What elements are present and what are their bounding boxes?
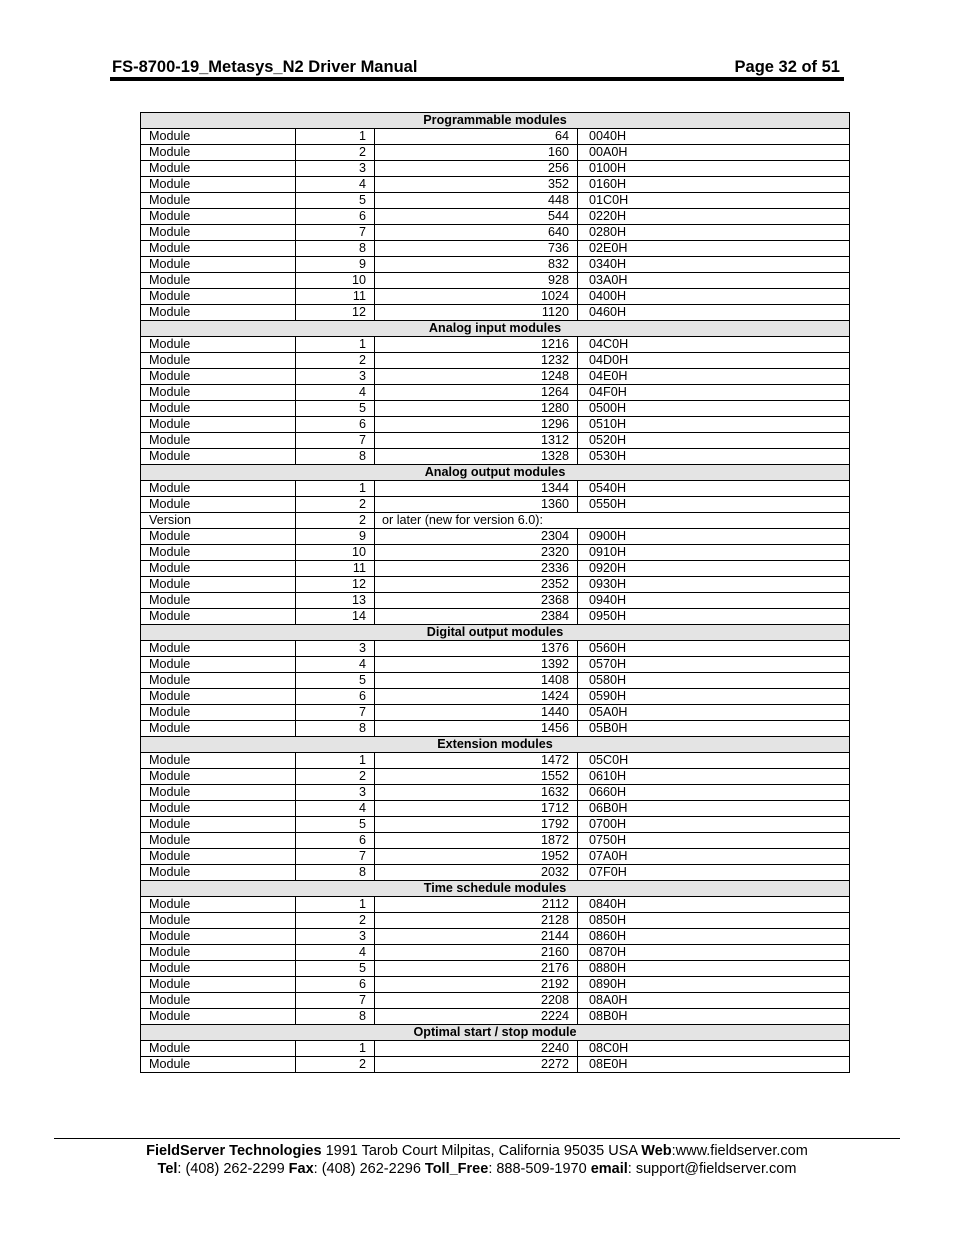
- cell-address-decimal: 2336: [375, 561, 578, 577]
- cell-number: 4: [296, 945, 375, 961]
- cell-address-hex: 0510H: [578, 417, 850, 433]
- footer-tel-value: : (408) 262-2299: [177, 1161, 289, 1177]
- cell-address-hex: 0580H: [578, 673, 850, 689]
- cell-address-decimal: 1216: [375, 337, 578, 353]
- cell-type: Module: [141, 145, 296, 161]
- cell-type: Version: [141, 513, 296, 529]
- cell-address-decimal: 2160: [375, 945, 578, 961]
- cell-address-decimal: 2320: [375, 545, 578, 561]
- table-row: [141, 561, 850, 577]
- cell-address-hex: 04E0H: [578, 369, 850, 385]
- cell-number: 4: [296, 177, 375, 193]
- cell-address-hex: 0930H: [578, 577, 850, 593]
- table-row: [141, 609, 850, 625]
- table-row: [141, 833, 850, 849]
- cell-type: Module: [141, 657, 296, 673]
- cell-address-decimal: 2032: [375, 865, 578, 881]
- cell-type: Module: [141, 529, 296, 545]
- cell-address-decimal: 2240: [375, 1041, 578, 1057]
- cell-address-hex: 0570H: [578, 657, 850, 673]
- cell-address-hex: 0700H: [578, 817, 850, 833]
- cell-address-hex: 00A0H: [578, 145, 850, 161]
- cell-number: 5: [296, 193, 375, 209]
- cell-address-decimal: 2112: [375, 897, 578, 913]
- footer-fax-label: Fax: [288, 1161, 314, 1177]
- cell-type: Module: [141, 673, 296, 689]
- cell-address-decimal: 1952: [375, 849, 578, 865]
- cell-address-decimal: 1120: [375, 305, 578, 321]
- cell-address-hex: 0900H: [578, 529, 850, 545]
- page-header: [110, 56, 844, 78]
- cell-number: 8: [296, 1009, 375, 1025]
- cell-type: Module: [141, 353, 296, 369]
- cell-address-decimal: 448: [375, 193, 578, 209]
- cell-address-hex: 08C0H: [578, 1041, 850, 1057]
- table-row: [141, 257, 850, 273]
- table-row: [141, 145, 850, 161]
- cell-type: Module: [141, 273, 296, 289]
- cell-number: 5: [296, 673, 375, 689]
- cell-number: 8: [296, 241, 375, 257]
- cell-number: 2: [296, 145, 375, 161]
- footer-tollfree-label: Toll_Free: [424, 1161, 489, 1177]
- table-row: [141, 721, 850, 737]
- cell-address-hex: 0160H: [578, 177, 850, 193]
- cell-number: 1: [296, 1041, 375, 1057]
- table-row: [141, 161, 850, 177]
- section-header-row: [141, 1025, 850, 1041]
- cell-address-decimal: 1440: [375, 705, 578, 721]
- cell-type: Module: [141, 481, 296, 497]
- cell-address-hex: 0880H: [578, 961, 850, 977]
- cell-number: 7: [296, 433, 375, 449]
- cell-number: 5: [296, 401, 375, 417]
- cell-address-hex: 0100H: [578, 161, 850, 177]
- cell-address-decimal: 1344: [375, 481, 578, 497]
- cell-number: 9: [296, 257, 375, 273]
- cell-address-decimal: 1328: [375, 449, 578, 465]
- cell-address-hex: 0540H: [578, 481, 850, 497]
- cell-number: 7: [296, 993, 375, 1009]
- section-header-row: [141, 881, 850, 897]
- cell-number: 5: [296, 961, 375, 977]
- cell-type: Module: [141, 849, 296, 865]
- cell-address-hex: 0220H: [578, 209, 850, 225]
- cell-type: Module: [141, 577, 296, 593]
- footer-address: 1991 Tarob Court Milpitas, California 95035 USA: [321, 1143, 642, 1159]
- cell-address-hex: 0280H: [578, 225, 850, 241]
- cell-address-decimal: 2192: [375, 977, 578, 993]
- table-row: [141, 577, 850, 593]
- cell-address-decimal: 2176: [375, 961, 578, 977]
- cell-address-decimal: 1424: [375, 689, 578, 705]
- cell-address-hex: 0550H: [578, 497, 850, 513]
- cell-type: Module: [141, 561, 296, 577]
- cell-type: Module: [141, 497, 296, 513]
- cell-type: Module: [141, 801, 296, 817]
- cell-address-decimal: 544: [375, 209, 578, 225]
- cell-type: Module: [141, 705, 296, 721]
- cell-type: Module: [141, 241, 296, 257]
- cell-number: 1: [296, 897, 375, 913]
- table-row: [141, 897, 850, 913]
- cell-address-hex: 04D0H: [578, 353, 850, 369]
- cell-number: 2: [296, 513, 375, 529]
- cell-address-hex: 0950H: [578, 609, 850, 625]
- cell-number: 5: [296, 817, 375, 833]
- cell-number: 4: [296, 801, 375, 817]
- header-rule: [110, 77, 844, 81]
- cell-address-hex: 0660H: [578, 785, 850, 801]
- cell-number: 2: [296, 769, 375, 785]
- table-row: [141, 193, 850, 209]
- cell-address-hex: 0460H: [578, 305, 850, 321]
- cell-address-hex: 0520H: [578, 433, 850, 449]
- module-address-table: [140, 112, 850, 1073]
- cell-address-decimal: 2304: [375, 529, 578, 545]
- cell-address-hex: 0530H: [578, 449, 850, 465]
- cell-address-hex: 04F0H: [578, 385, 850, 401]
- cell-address-decimal: 1712: [375, 801, 578, 817]
- cell-number: 10: [296, 273, 375, 289]
- cell-number: 2: [296, 1057, 375, 1073]
- table-row: [141, 273, 850, 289]
- cell-address-hex: 06B0H: [578, 801, 850, 817]
- footer-line-2: [54, 1160, 900, 1178]
- cell-address-hex: 05B0H: [578, 721, 850, 737]
- cell-number: 3: [296, 161, 375, 177]
- cell-address-decimal: 2224: [375, 1009, 578, 1025]
- cell-type: Module: [141, 961, 296, 977]
- table-row: [141, 385, 850, 401]
- cell-address-decimal: 2144: [375, 929, 578, 945]
- table-body: [141, 113, 850, 1073]
- cell-type: Module: [141, 193, 296, 209]
- footer-web-label: Web: [641, 1143, 672, 1159]
- table-row: [141, 177, 850, 193]
- cell-number: 12: [296, 577, 375, 593]
- cell-type: Module: [141, 129, 296, 145]
- cell-number: 1: [296, 481, 375, 497]
- table-row: [141, 945, 850, 961]
- cell-address-decimal: 64: [375, 129, 578, 145]
- document-title: FS-8700-19_Metasys_N2 Driver Manual: [112, 58, 418, 76]
- cell-number: 4: [296, 657, 375, 673]
- cell-address-hex: 07F0H: [578, 865, 850, 881]
- cell-address-decimal: 1360: [375, 497, 578, 513]
- table-row: [141, 769, 850, 785]
- cell-type: Module: [141, 289, 296, 305]
- cell-address-decimal: 640: [375, 225, 578, 241]
- cell-address-decimal: 1024: [375, 289, 578, 305]
- cell-number: 1: [296, 753, 375, 769]
- cell-address-decimal: 1456: [375, 721, 578, 737]
- table-row: [141, 785, 850, 801]
- cell-note: or later (new for version 6.0):: [375, 513, 850, 529]
- cell-type: Module: [141, 753, 296, 769]
- footer-rule: [54, 1138, 900, 1139]
- cell-address-hex: 03A0H: [578, 273, 850, 289]
- table-row: [141, 593, 850, 609]
- section-header-row: [141, 465, 850, 481]
- cell-number: 3: [296, 641, 375, 657]
- cell-address-decimal: 1376: [375, 641, 578, 657]
- section-title: Optimal start / stop module: [141, 1025, 850, 1041]
- cell-number: 12: [296, 305, 375, 321]
- table-row: [141, 977, 850, 993]
- cell-type: Module: [141, 817, 296, 833]
- cell-number: 1: [296, 337, 375, 353]
- table-row: [141, 433, 850, 449]
- cell-type: Module: [141, 337, 296, 353]
- cell-type: Module: [141, 1041, 296, 1057]
- cell-type: Module: [141, 1009, 296, 1025]
- footer-fax-value: : (408) 262-2296: [313, 1161, 425, 1177]
- section-header-row: [141, 625, 850, 641]
- footer-web-value: :www.fieldserver.com: [671, 1143, 808, 1159]
- cell-address-hex: 0400H: [578, 289, 850, 305]
- table-row: [141, 801, 850, 817]
- cell-number: 8: [296, 865, 375, 881]
- table-row: [141, 929, 850, 945]
- cell-address-decimal: 1632: [375, 785, 578, 801]
- table-row: [141, 753, 850, 769]
- cell-address-hex: 0610H: [578, 769, 850, 785]
- cell-number: 4: [296, 385, 375, 401]
- cell-type: Module: [141, 401, 296, 417]
- cell-address-decimal: 1472: [375, 753, 578, 769]
- cell-type: Module: [141, 449, 296, 465]
- table-row: [141, 817, 850, 833]
- cell-address-hex: 0910H: [578, 545, 850, 561]
- table-row: [141, 209, 850, 225]
- cell-number: 3: [296, 369, 375, 385]
- table-row: [141, 369, 850, 385]
- cell-address-hex: 0860H: [578, 929, 850, 945]
- cell-type: Module: [141, 721, 296, 737]
- section-header-row: [141, 113, 850, 129]
- cell-number: 13: [296, 593, 375, 609]
- cell-type: Module: [141, 385, 296, 401]
- cell-type: Module: [141, 545, 296, 561]
- footer-company: FieldServer Technologies: [146, 1143, 322, 1159]
- table-row: [141, 353, 850, 369]
- cell-number: 7: [296, 849, 375, 865]
- cell-address-decimal: 1264: [375, 385, 578, 401]
- cell-type: Module: [141, 897, 296, 913]
- cell-number: 3: [296, 929, 375, 945]
- cell-type: Module: [141, 977, 296, 993]
- cell-type: Module: [141, 225, 296, 241]
- table-row: [141, 993, 850, 1009]
- cell-type: Module: [141, 769, 296, 785]
- cell-address-hex: 08A0H: [578, 993, 850, 1009]
- cell-address-hex: 08E0H: [578, 1057, 850, 1073]
- table-row: [141, 241, 850, 257]
- cell-address-hex: 0870H: [578, 945, 850, 961]
- cell-address-decimal: 2368: [375, 593, 578, 609]
- cell-type: Module: [141, 785, 296, 801]
- cell-address-decimal: 1552: [375, 769, 578, 785]
- cell-type: Module: [141, 689, 296, 705]
- cell-number: 1: [296, 129, 375, 145]
- cell-address-decimal: 1232: [375, 353, 578, 369]
- cell-address-hex: 0890H: [578, 977, 850, 993]
- cell-type: Module: [141, 993, 296, 1009]
- cell-type: Module: [141, 865, 296, 881]
- cell-address-decimal: 928: [375, 273, 578, 289]
- cell-address-decimal: 832: [375, 257, 578, 273]
- cell-number: 7: [296, 225, 375, 241]
- cell-address-hex: 08B0H: [578, 1009, 850, 1025]
- table-row: [141, 337, 850, 353]
- table-row: [141, 529, 850, 545]
- cell-number: 6: [296, 977, 375, 993]
- cell-type: Module: [141, 257, 296, 273]
- cell-type: Module: [141, 209, 296, 225]
- cell-address-decimal: 2384: [375, 609, 578, 625]
- cell-address-hex: 0560H: [578, 641, 850, 657]
- section-title: Time schedule modules: [141, 881, 850, 897]
- cell-type: Module: [141, 641, 296, 657]
- cell-address-hex: 0850H: [578, 913, 850, 929]
- table-row: [141, 865, 850, 881]
- cell-address-decimal: 256: [375, 161, 578, 177]
- table-row: [141, 1009, 850, 1025]
- table-row: [141, 449, 850, 465]
- cell-number: 6: [296, 209, 375, 225]
- cell-address-hex: 0590H: [578, 689, 850, 705]
- cell-address-decimal: 1872: [375, 833, 578, 849]
- table-row: [141, 913, 850, 929]
- cell-number: 9: [296, 529, 375, 545]
- cell-address-decimal: 2208: [375, 993, 578, 1009]
- cell-address-hex: 0840H: [578, 897, 850, 913]
- table-row: [141, 305, 850, 321]
- cell-address-hex: 0500H: [578, 401, 850, 417]
- footer-line-1: [54, 1142, 900, 1160]
- cell-type: Module: [141, 1057, 296, 1073]
- cell-number: 6: [296, 833, 375, 849]
- cell-number: 2: [296, 913, 375, 929]
- section-title: Extension modules: [141, 737, 850, 753]
- cell-number: 2: [296, 497, 375, 513]
- section-title: Programmable modules: [141, 113, 850, 129]
- cell-type: Module: [141, 177, 296, 193]
- cell-address-decimal: 160: [375, 145, 578, 161]
- cell-type: Module: [141, 593, 296, 609]
- cell-type: Module: [141, 833, 296, 849]
- table-row: [141, 1041, 850, 1057]
- section-title: Analog output modules: [141, 465, 850, 481]
- cell-type: Module: [141, 913, 296, 929]
- cell-number: 11: [296, 289, 375, 305]
- cell-address-decimal: 2272: [375, 1057, 578, 1073]
- table-row: [141, 545, 850, 561]
- cell-number: 14: [296, 609, 375, 625]
- cell-address-hex: 0920H: [578, 561, 850, 577]
- page-number: Page 32 of 51: [734, 58, 840, 76]
- cell-address-hex: 07A0H: [578, 849, 850, 865]
- footer-tollfree-value: : 888-509-1970: [488, 1161, 591, 1177]
- cell-number: 10: [296, 545, 375, 561]
- cell-address-hex: 0340H: [578, 257, 850, 273]
- cell-type: Module: [141, 305, 296, 321]
- cell-number: 3: [296, 785, 375, 801]
- cell-type: Module: [141, 417, 296, 433]
- cell-address-hex: 02E0H: [578, 241, 850, 257]
- cell-address-hex: 04C0H: [578, 337, 850, 353]
- cell-address-hex: 05A0H: [578, 705, 850, 721]
- cell-address-hex: 0750H: [578, 833, 850, 849]
- table-row: [141, 641, 850, 657]
- cell-number: 6: [296, 689, 375, 705]
- cell-address-hex: 01C0H: [578, 193, 850, 209]
- table-row: [141, 289, 850, 305]
- cell-address-decimal: 1408: [375, 673, 578, 689]
- cell-address-decimal: 352: [375, 177, 578, 193]
- table-row: [141, 657, 850, 673]
- cell-address-decimal: 1280: [375, 401, 578, 417]
- footer-email-value: : support@fieldserver.com: [627, 1161, 797, 1177]
- section-title: Digital output modules: [141, 625, 850, 641]
- table-row: [141, 849, 850, 865]
- cell-number: 6: [296, 417, 375, 433]
- cell-address-decimal: 736: [375, 241, 578, 257]
- footer-tel-label: Tel: [157, 1161, 178, 1177]
- cell-number: 7: [296, 705, 375, 721]
- footer-email-label: email: [590, 1161, 628, 1177]
- cell-type: Module: [141, 929, 296, 945]
- table-row: [141, 401, 850, 417]
- table-row: [141, 705, 850, 721]
- section-header-row: [141, 321, 850, 337]
- cell-type: Module: [141, 433, 296, 449]
- table-row: [141, 225, 850, 241]
- cell-address-decimal: 1312: [375, 433, 578, 449]
- table-row: [141, 1057, 850, 1073]
- table-row: [141, 129, 850, 145]
- table-row: [141, 513, 850, 529]
- table-row: [141, 961, 850, 977]
- cell-number: 8: [296, 721, 375, 737]
- cell-type: Module: [141, 609, 296, 625]
- cell-address-decimal: 2128: [375, 913, 578, 929]
- cell-address-decimal: 2352: [375, 577, 578, 593]
- cell-address-decimal: 1392: [375, 657, 578, 673]
- cell-address-decimal: 1792: [375, 817, 578, 833]
- cell-number: 8: [296, 449, 375, 465]
- section-title: Analog input modules: [141, 321, 850, 337]
- table-row: [141, 673, 850, 689]
- cell-type: Module: [141, 161, 296, 177]
- cell-address-hex: 0940H: [578, 593, 850, 609]
- cell-type: Module: [141, 369, 296, 385]
- cell-number: 11: [296, 561, 375, 577]
- table-row: [141, 417, 850, 433]
- cell-address-hex: 05C0H: [578, 753, 850, 769]
- table-row: [141, 497, 850, 513]
- cell-address-decimal: 1296: [375, 417, 578, 433]
- section-header-row: [141, 737, 850, 753]
- cell-address-decimal: 1248: [375, 369, 578, 385]
- table-row: [141, 689, 850, 705]
- cell-number: 2: [296, 353, 375, 369]
- table-row: [141, 481, 850, 497]
- cell-address-hex: 0040H: [578, 129, 850, 145]
- cell-type: Module: [141, 945, 296, 961]
